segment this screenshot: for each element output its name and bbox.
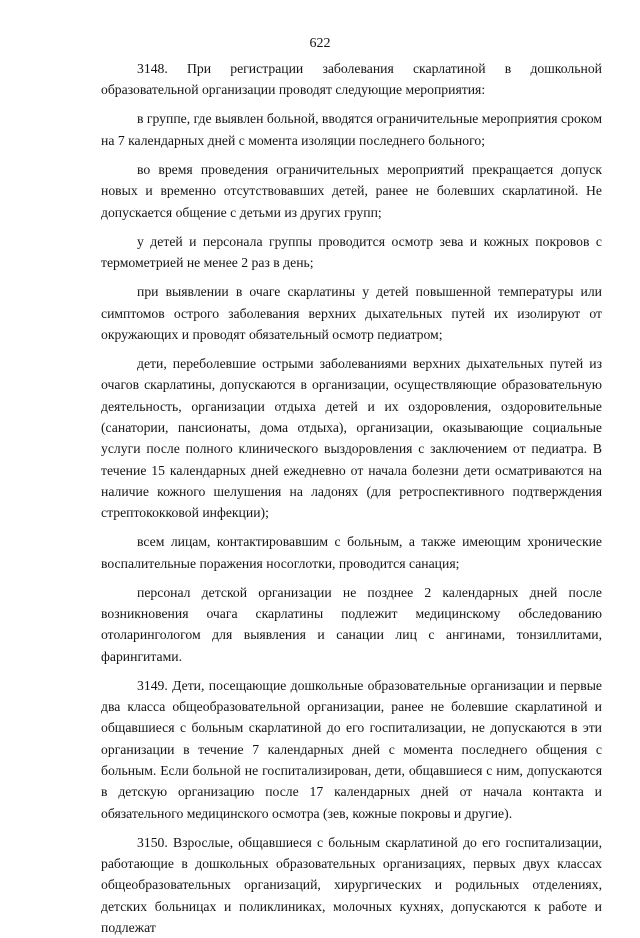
page-number: 622 [309,36,331,51]
paragraph-3149: 3149. Дети, посещающие дошкольные образовательные организации и первые два класса общеобразовательной организации, ранее не болевшие скарлатиной и общавшиеся с больным скарлатиной до его госпитализации, не допускаются в эти организации в течение 7 календарных дней с момента последнего общения с больным. Если больной не госпитализирован, дети, общавшиеся с ним, допускаются в детскую организацию после 17 календарных дней от начала контакта и обязательного медицинского осмотра (зев, кожные покровы и другие). [101,677,602,821]
paragraph-isolation: при выявлении в очаге скарлатины у детей повышенной температуры или симптомов острого заболевания верхних дыхательных путей их изолируют от окружающих и проводят обязательный осмотр педиатром; [101,284,602,342]
paragraph-admission-halt: во время проведения ограничительных мероприятий прекращается допуск новых и временно отсутствовавших детей, ранее не болевших скарлатиной. Не допускается общение с детьми из других групп; [101,161,602,220]
document-body [101,58,602,938]
paragraph-sanation: всем лицам, контактировавшим с больным, а также имеющим хронические воспалительные поражения носоглотки, проводится санация; [101,534,602,571]
paragraph-3148-intro: 3148. При регистрации заболевания скарлатиной в дошкольной образовательной организации проводят следующие мероприятия: [101,61,602,98]
paragraph-group-restrictions: в группе, где выявлен больной, вводятся ограничительные мероприятия сроком на 7 календарных дней с момента изоляции последнего больного; [101,111,602,148]
paragraph-staff-exam: персонал детской организации не позднее 2 календарных дней после возникновения очага скарлатины подлежит медицинскому обследованию отоларингологом для выявления и санации лиц с ангинами, тонзиллитами, фарингитами. [101,584,602,664]
paragraph-throat-exam: у детей и персонала группы проводится осмотр зева и кожных покровов с термометрией не менее 2 раз в день; [101,233,602,271]
paragraph-3150: 3150. Взрослые, общавшиеся с больным скарлатиной до его госпитализации, работающие в дошкольных образовательных организациях, первых двух классах общеобразовательных организаций, хирургических и родильных отделениях, детских больницах и поликлиниках, молочных кухнях, допускаются к работе и подлежат [101,834,602,935]
paragraph-recovered-children: дети, переболевшие острыми заболеваниями верхних дыхательных путей из очагов скарлатины, допускаются в организации, осуществляющие образовательную деятельность, организации отдыха детей и их оздоровления, оздоровительные (санатории, пансионаты, дома отдыха), организации, оказывающие социальные услуги после полного клинического выздоровления с заключением от педиатра. В течение 15 календарных дней ежедневно от начала болезни дети осматриваются на наличие кожного шелушения на ладонях (для ретроспективного подтверждения стрептококковой инфекции); [101,356,602,521]
